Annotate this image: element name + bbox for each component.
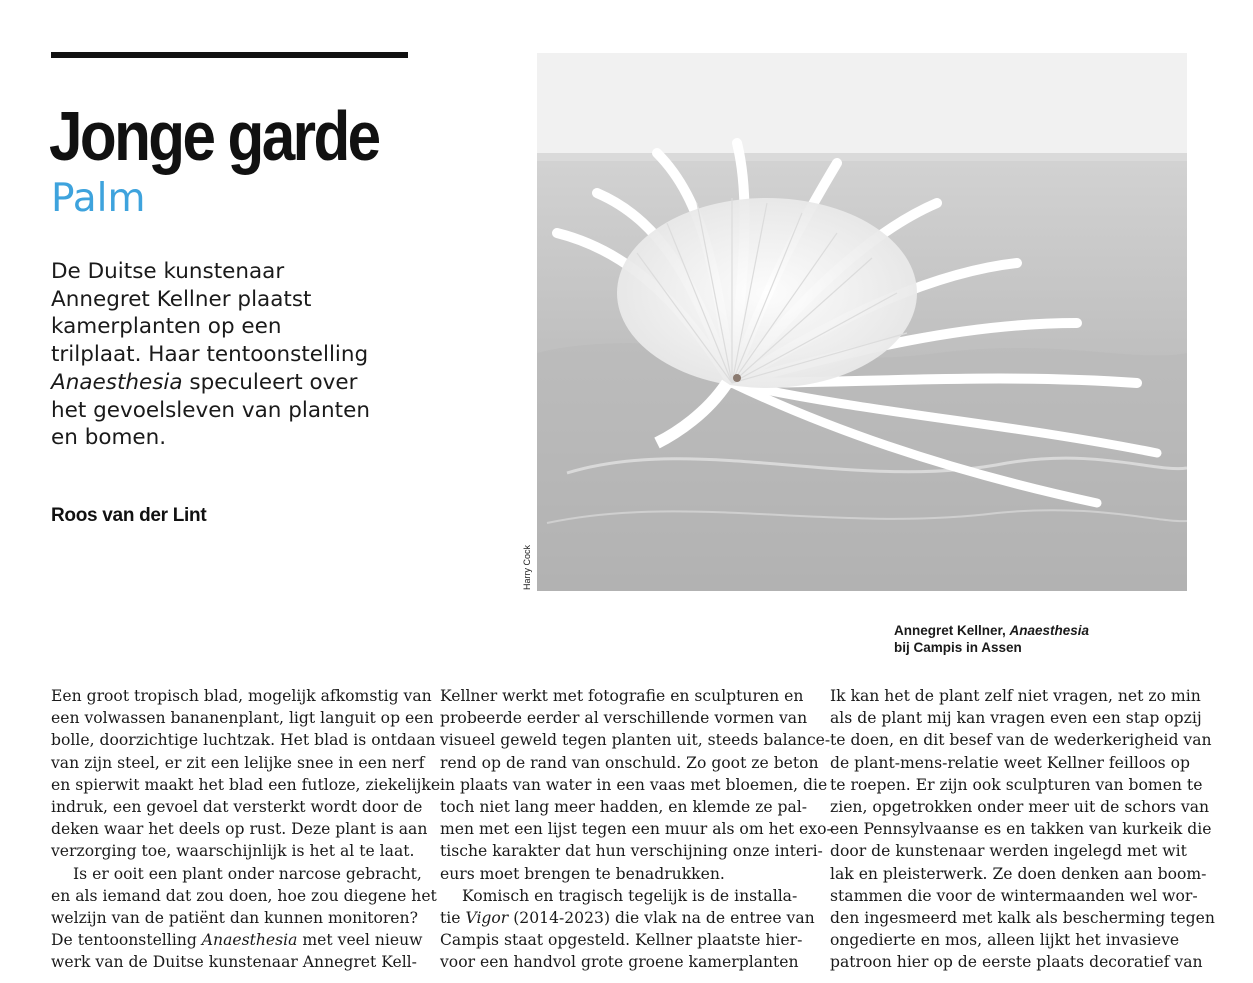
header-rule — [51, 52, 408, 58]
body-line: De tentoonstelling Anaesthesia met veel nieuw — [51, 931, 423, 950]
body-line: voor een handvol grote groene kamerplanten — [440, 953, 799, 972]
intro-lead — [51, 258, 421, 452]
body-line: te doen, en dit besef van de wederkerigheid van — [830, 731, 1212, 750]
body-line: Een groot tropisch blad, mogelijk afkomstig van — [51, 687, 432, 705]
article-subtitle: Palm — [51, 176, 146, 221]
body-line: toch niet lang meer hadden, en klemde ze pal- — [440, 798, 808, 817]
body-line: ongedierte en mos, alleen lijkt het invasieve — [830, 931, 1180, 950]
intro-line: kamerplanten op een — [51, 314, 282, 340]
body-line: in plaats van water in een vaas met bloemen, die — [440, 775, 828, 794]
intro-line: Anaesthesia speculeert over — [51, 369, 358, 395]
body-column-3 — [830, 685, 1215, 974]
body-line: zien, opgetrokken onder meer uit de schors van — [830, 798, 1210, 817]
body-line: indruk, een gevoel dat versterkt wordt door de — [51, 798, 423, 817]
caption-exhibition-name: Anaesthesia — [1009, 623, 1090, 638]
body-line: welzijn van de patiënt dan kunnen monitoren? — [51, 909, 418, 928]
body-line: tische karakter dat hun verschijning onze interi- — [440, 842, 823, 861]
body-line: stammen die voor de wintermaanden wel wor- — [830, 886, 1198, 905]
body-line: eurs moet brengen te benadrukken. — [440, 864, 725, 883]
body-line: Ik kan het de plant zelf niet vragen, net zo min — [830, 687, 1201, 705]
body-line: de plant-mens-relatie weet Kellner feilloos op — [830, 753, 1190, 772]
intro-line: het gevoelsleven van planten — [51, 397, 370, 423]
body-line: en als iemand dat zou doen, hoe zou diegene het — [51, 886, 437, 905]
article-title: Jonge garde — [49, 97, 379, 175]
author-byline: Roos van der Lint — [51, 505, 207, 526]
body-line: te roepen. Er zijn ook sculpturen van bomen te — [830, 775, 1203, 794]
body-line: Kellner werkt met fotografie en sculpturen en — [440, 687, 804, 705]
body-line: tie Vigor (2014-2023) die vlak na de entree van — [440, 909, 815, 928]
body-line: men met een lijst tegen een muur als om het exo- — [440, 820, 832, 839]
body-line: probeerde eerder al verschillende vormen van — [440, 709, 808, 728]
body-line: verzorging toe, waarschijnlijk is het al te laat. — [51, 842, 415, 861]
body-line: Komisch en tragisch tegelijk is de installa- — [462, 886, 798, 905]
intro-line: De Duitse kunstenaar — [51, 259, 285, 284]
body-line: werk van de Duitse kunstenaar Annegret Kell- — [51, 953, 417, 972]
body-line: patroon hier op de eerste plaats decoratief van — [830, 953, 1203, 972]
body-line: als de plant mij kan vragen even een stap opzij — [830, 709, 1202, 728]
body-line: van zijn steel, er zit een lelijke snee in een nerf — [51, 753, 425, 772]
photo-caption: Annegret Kellner, Anaesthesia bij Campis in Assen — [894, 623, 1090, 655]
body-line: Is er ooit een plant onder narcose gebracht, — [73, 864, 422, 883]
body-column-2 — [440, 685, 832, 974]
body-line: deken waar het deels op rust. Deze plant is aan — [51, 820, 428, 839]
photo-credit: Harry Cock — [522, 544, 532, 590]
body-line: en spierwit maakt het blad een futloze, ziekelijke — [51, 775, 441, 794]
intro-line: Annegret Kellner plaatst — [51, 286, 312, 312]
intro-line: trilplaat. Haar tentoonstelling — [51, 342, 369, 368]
intro-line: en bomen. — [51, 425, 167, 451]
body-line: den ingesmeerd met kalk als bescherming tegen — [830, 909, 1215, 928]
body-line: Campis staat opgesteld. Kellner plaatste hier- — [440, 931, 803, 950]
body-line: lak en pleisterwerk. Ze doen denken aan boom- — [830, 864, 1207, 883]
body-line: visueel geweld tegen planten uit, steeds balance- — [440, 731, 831, 750]
exhibition-name: Anaesthesia — [51, 369, 183, 395]
body-line: een volwassen bananenplant, ligt languit op een — [51, 709, 434, 728]
body-line: door de kunstenaar werden ingelegd met wit — [830, 842, 1187, 861]
body-line: rend op de rand van onschuld. Zo goot ze beton — [440, 753, 819, 772]
body-line: bolle, doorzichtige luchtzak. Het blad is ontdaan — [51, 731, 436, 750]
artwork-photo — [537, 53, 1187, 591]
body-line: een Pennsylvaanse es en takken van kurkeik die — [830, 820, 1212, 839]
body-column-1 — [51, 685, 441, 974]
